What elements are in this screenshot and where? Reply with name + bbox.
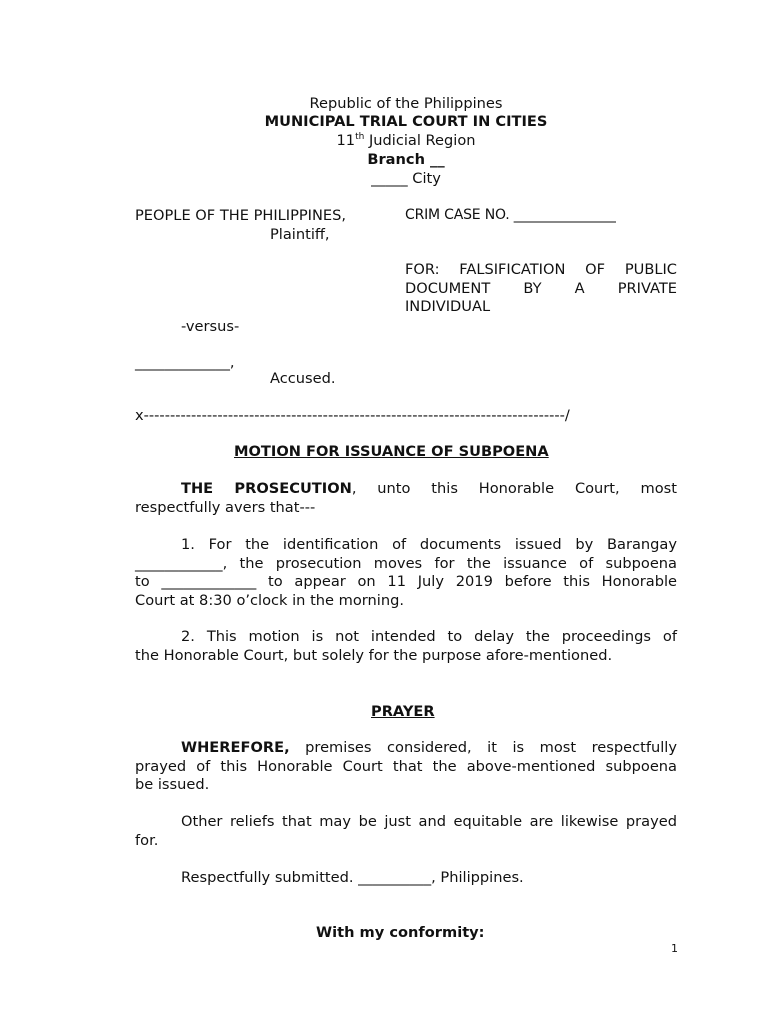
intro-paragraph	[135, 480, 677, 517]
offense-description	[405, 261, 677, 317]
motion-title: MOTION FOR ISSUANCE OF SUBPOENA	[234, 443, 549, 460]
submitted-line: Respectfully submitted. __________, Philippines.	[181, 869, 524, 886]
region-heading	[0, 132, 768, 149]
prayer-line-2: prayed of this Honorable Court that the above-mentioned subpoena	[135, 757, 677, 775]
reliefs-line-2: for.	[135, 831, 159, 849]
item-2-line: the Honorable Court, but solely for the purpose afore-mentioned.	[135, 646, 613, 664]
intro-line-1: , unto this Honorable Court, most	[351, 480, 677, 497]
item-2-line: 2. This motion is not intended to delay the proceedings of	[181, 628, 677, 645]
branch-heading: Branch __	[367, 151, 445, 168]
item-1-line: Court at 8:30 o’clock in the morning.	[135, 592, 405, 610]
wherefore-lead: WHEREFORE,	[181, 739, 290, 756]
region-ordinal: th	[355, 132, 365, 143]
reliefs-line-1: Other reliefs that may be just and equitable are likewise prayed	[181, 813, 677, 830]
prayer-paragraph	[135, 739, 677, 795]
item-1-line: to _____________ to appear on 11 July 2019 before this Honorable	[135, 573, 677, 591]
item-1-line: 1. For the identification of documents issued by Barangay	[181, 536, 677, 553]
republic-heading: Republic of the Philippines	[309, 95, 503, 112]
offense-line: DOCUMENT BY A PRIVATE	[405, 279, 677, 297]
region-text: Judicial Region	[364, 132, 476, 149]
reliefs-paragraph	[135, 813, 677, 850]
prayer-line-3: be issued.	[135, 776, 210, 794]
city-heading: _____ City	[371, 170, 441, 187]
prosecution-lead: THE PROSECUTION	[181, 480, 352, 497]
offense-line: INDIVIDUAL	[405, 298, 491, 315]
region-number: 11	[336, 132, 356, 149]
plaintiff-name: PEOPLE OF THE PHILIPPINES,	[135, 207, 347, 224]
item-1-paragraph	[135, 536, 677, 611]
prayer-line-1: premises considered, it is most respectfully	[289, 739, 677, 756]
item-2-paragraph	[135, 628, 677, 665]
accused-blank: _____________,	[135, 354, 235, 371]
accused-role: Accused.	[270, 370, 336, 387]
versus-text: -versus-	[181, 318, 240, 335]
court-heading: MUNICIPAL TRIAL COURT IN CITIES	[264, 113, 548, 130]
conformity-heading: With my conformity:	[316, 924, 485, 941]
caption-separator: x--------------------------------------------------------------------------------/	[135, 407, 570, 424]
case-number: CRIM CASE NO. _______________	[405, 207, 616, 223]
item-1-line: ____________, the prosecution moves for the issuance of subpoena	[135, 554, 677, 572]
intro-line-2: respectfully avers that---	[135, 498, 316, 516]
prayer-title: PRAYER	[371, 703, 435, 720]
page-number: 1	[671, 942, 678, 955]
offense-line: FOR: FALSIFICATION OF PUBLIC	[405, 261, 677, 278]
plaintiff-role: Plaintiff,	[270, 226, 330, 243]
